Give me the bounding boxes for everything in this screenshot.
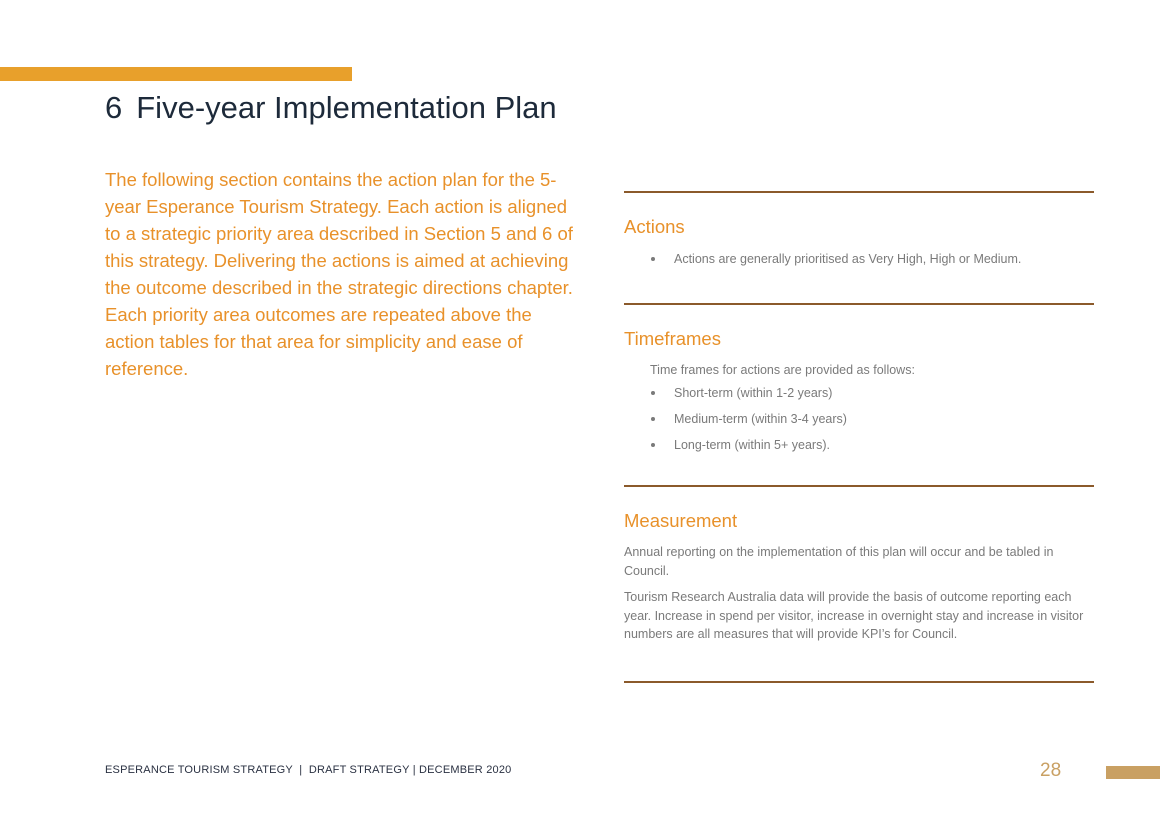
list-item: Actions are generally prioritised as Very High, High or Medium. <box>650 250 1021 276</box>
divider-rule <box>624 485 1094 487</box>
section-title: Five-year Implementation Plan <box>136 90 557 125</box>
measurement-paragraph: Tourism Research Australia data will provide the basis of outcome reporting each year. Increase in spend per visitor, increase in overnight stay and increase in visitor numbers are all measures that will provide KPI’s for Council. <box>624 590 1084 641</box>
list-item: Medium-term (within 3-4 years) <box>650 410 847 436</box>
actions-list <box>650 250 1021 276</box>
top-accent-bar <box>0 67 352 81</box>
actions-heading: Actions <box>624 216 685 237</box>
page-number: 28 <box>1040 760 1062 781</box>
measurement-paragraph: Annual reporting on the implementation of this plan will occur and be tabled in Council. <box>624 545 1054 578</box>
measurement-heading: Measurement <box>624 510 738 531</box>
divider-rule <box>624 303 1094 305</box>
divider-rule <box>624 191 1094 193</box>
intro-paragraph: The following section contains the action plan for the 5-year Esperance Tourism Strategy. Each action is aligned to a strategic priority area described in Section 5 and 6 of this strategy. Delivering the actions is aimed at achieving the outcome described in the strategic directions chapter. Each priority area outcomes are repeated above the action tables for that area for simplicity and ease of reference. <box>105 169 573 379</box>
divider-rule <box>624 681 1094 683</box>
page-title <box>105 90 557 126</box>
footer-text: ESPERANCE TOURISM STRATEGY | DRAFT STRATEGY | DECEMBER 2020 <box>105 764 512 776</box>
list-item: Long-term (within 5+ years). <box>650 436 847 462</box>
footer-accent-bar <box>1106 766 1160 779</box>
timeframes-lead: Time frames for actions are provided as follows: <box>650 363 915 377</box>
list-item: Short-term (within 1-2 years) <box>650 384 847 410</box>
timeframes-heading: Timeframes <box>624 328 721 349</box>
timeframes-list <box>650 384 847 462</box>
section-number: 6 <box>105 90 123 125</box>
